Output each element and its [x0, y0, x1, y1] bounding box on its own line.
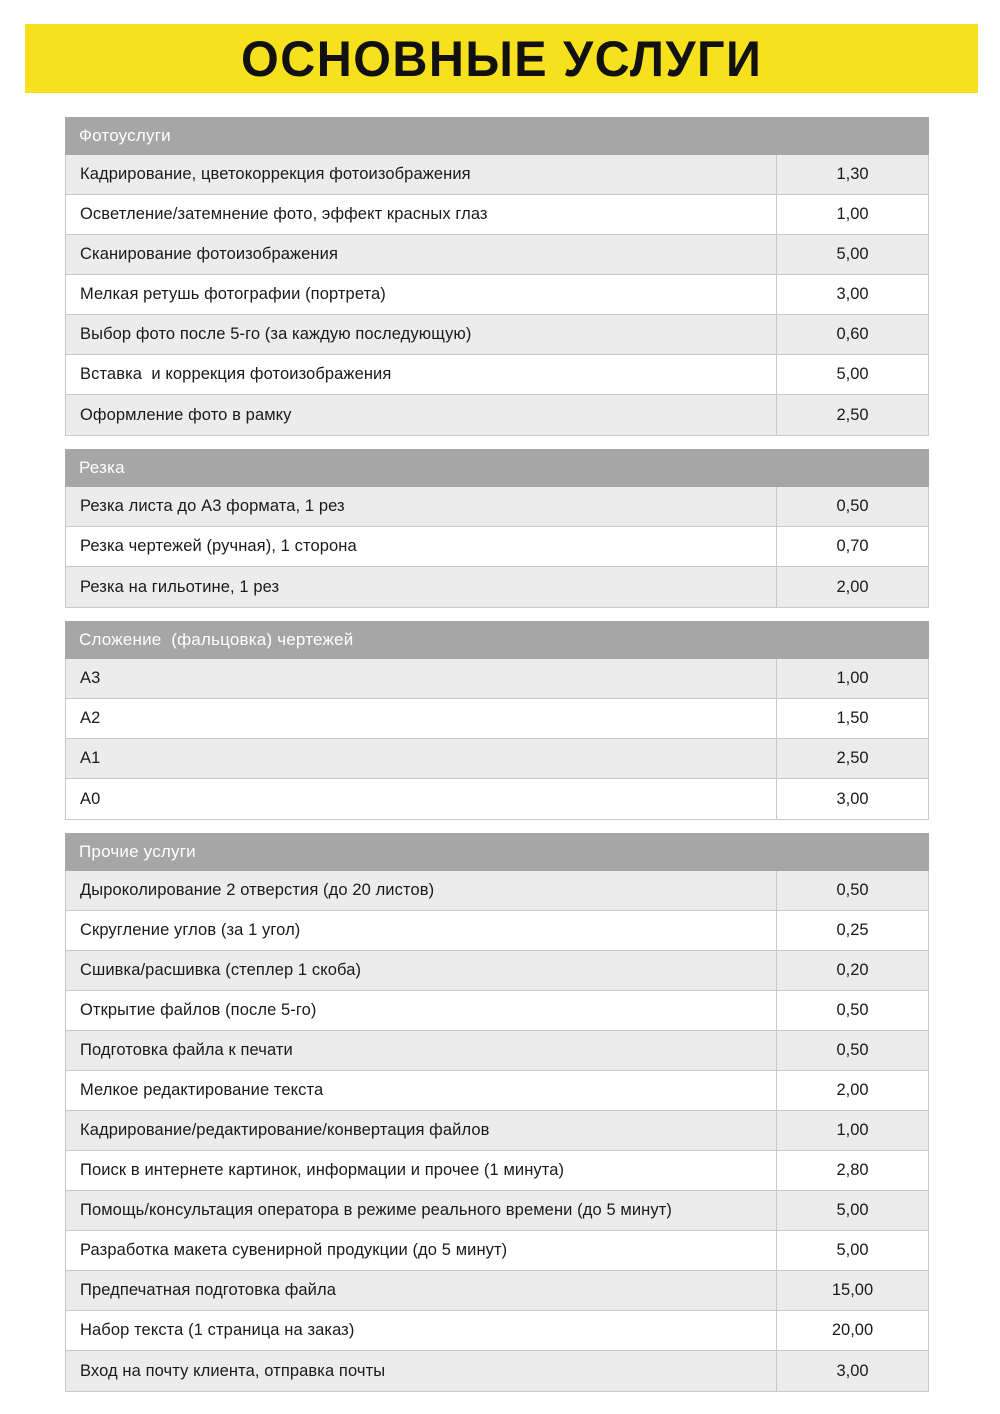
table-row	[66, 911, 928, 951]
service-price: 0,50	[776, 487, 928, 526]
table-row	[66, 779, 928, 819]
service-name: Кадрирование, цветокоррекция фотоизображения	[80, 165, 471, 183]
service-price: 0,20	[776, 951, 928, 990]
section-header: Резка	[65, 449, 929, 487]
service-name: Разработка макета сувенирной продукции (до 5 минут)	[80, 1241, 508, 1259]
service-price: 1,00	[776, 659, 928, 698]
service-price: 3,00	[776, 1351, 928, 1391]
service-price: 0,50	[776, 871, 928, 910]
service-name: Подготовка файла к печати	[80, 1041, 293, 1059]
table-row	[66, 1311, 928, 1351]
price-section	[65, 621, 929, 820]
service-price: 2,50	[776, 739, 928, 778]
service-price: 0,25	[776, 911, 928, 950]
service-name: Поиск в интернете картинок, информации и прочее (1 минута)	[80, 1161, 565, 1179]
table-row	[66, 315, 928, 355]
service-name: Осветление/затемнение фото, эффект красных глаз	[80, 205, 488, 223]
title-banner	[25, 24, 978, 93]
section-rows	[65, 871, 929, 1392]
service-name: Мелкое редактирование текста	[80, 1081, 324, 1099]
service-price: 2,00	[776, 567, 928, 607]
table-row	[66, 155, 928, 195]
table-row	[66, 739, 928, 779]
table-row	[66, 1191, 928, 1231]
service-price: 0,50	[776, 1031, 928, 1070]
service-price: 20,00	[776, 1311, 928, 1350]
service-name: Резка на гильотине, 1 рез	[80, 577, 280, 596]
service-price: 5,00	[776, 1191, 928, 1230]
service-price: 1,00	[776, 1111, 928, 1150]
service-name: Скругление углов (за 1 угол)	[80, 921, 301, 939]
table-row	[66, 951, 928, 991]
service-name: Вход на почту клиента, отправка почты	[80, 1361, 386, 1380]
table-row	[66, 991, 928, 1031]
table-row	[66, 659, 928, 699]
service-price: 5,00	[776, 235, 928, 274]
service-name: Кадрирование/редактирование/конвертация файлов	[80, 1121, 490, 1139]
service-price: 5,00	[776, 1231, 928, 1270]
price-section	[65, 449, 929, 608]
service-price: 15,00	[776, 1271, 928, 1310]
service-price: 5,00	[776, 355, 928, 394]
service-price: 1,30	[776, 155, 928, 194]
service-price: 0,70	[776, 527, 928, 566]
price-section	[65, 117, 929, 436]
section-rows	[65, 155, 929, 436]
page-title: ОСНОВНЫЕ УСЛУГИ	[240, 30, 763, 87]
table-row	[66, 699, 928, 739]
service-name: Вставка и коррекция фотоизображения	[80, 365, 392, 383]
service-name: А0	[80, 789, 101, 808]
table-row	[66, 1271, 928, 1311]
service-price: 2,50	[776, 395, 928, 435]
service-price: 2,80	[776, 1151, 928, 1190]
service-price: 3,00	[776, 779, 928, 819]
service-price: 3,00	[776, 275, 928, 314]
table-row	[66, 355, 928, 395]
service-name: А1	[80, 749, 101, 767]
table-row	[66, 275, 928, 315]
section-header: Прочие услуги	[65, 833, 929, 871]
section-rows	[65, 659, 929, 820]
table-row	[66, 871, 928, 911]
table-row	[66, 395, 928, 435]
service-name: Оформление фото в рамку	[80, 405, 292, 424]
service-name: Набор текста (1 страница на заказ)	[80, 1321, 355, 1339]
table-row	[66, 527, 928, 567]
table-row	[66, 1151, 928, 1191]
table-row	[66, 1351, 928, 1391]
service-name: Открытие файлов (после 5-го)	[80, 1001, 317, 1019]
table-row	[66, 1111, 928, 1151]
table-row	[66, 1071, 928, 1111]
service-name: Сшивка/расшивка (степлер 1 скоба)	[80, 961, 362, 979]
service-name: Сканирование фотоизображения	[80, 245, 338, 263]
section-header: Сложение (фальцовка) чертежей	[65, 621, 929, 659]
service-price: 0,50	[776, 991, 928, 1030]
table-row	[66, 1031, 928, 1071]
service-name: Мелкая ретушь фотографии (портрета)	[80, 285, 386, 303]
service-name: Помощь/консультация оператора в режиме реального времени (до 5 минут)	[80, 1201, 672, 1219]
price-list	[65, 117, 929, 1392]
table-row	[66, 195, 928, 235]
table-row	[66, 1231, 928, 1271]
service-price: 1,00	[776, 195, 928, 234]
service-name: А3	[80, 669, 101, 687]
section-rows	[65, 487, 929, 608]
service-name: Дыроколирование 2 отверстия (до 20 листов)	[80, 881, 435, 899]
price-section	[65, 833, 929, 1392]
service-price: 1,50	[776, 699, 928, 738]
service-name: Резка чертежей (ручная), 1 сторона	[80, 537, 357, 555]
table-row	[66, 235, 928, 275]
service-name: Выбор фото после 5-го (за каждую последующую)	[80, 325, 472, 343]
section-header: Фотоуслуги	[65, 117, 929, 155]
service-name: Резка листа до А3 формата, 1 рез	[80, 497, 345, 515]
service-name: А2	[80, 709, 101, 727]
service-price: 2,00	[776, 1071, 928, 1110]
table-row	[66, 487, 928, 527]
service-price: 0,60	[776, 315, 928, 354]
service-name: Предпечатная подготовка файла	[80, 1281, 336, 1299]
table-row	[66, 567, 928, 607]
